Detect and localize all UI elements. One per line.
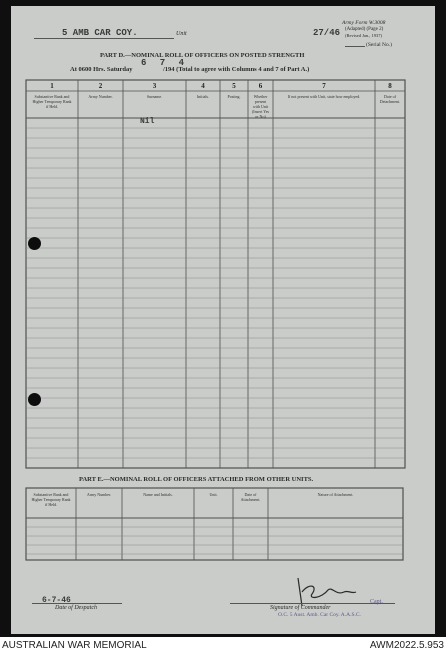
despatch-date-typed: 6-7-46 [42, 596, 71, 605]
part-d-date-prefix: At 0600 Hrs. Saturday [70, 66, 133, 73]
part-e-col-header: Army Number. [86, 492, 112, 497]
part-d-col-header: Whether present with Unit (Insert Yes or No) [251, 94, 270, 119]
part-d-col-header: Surname. [146, 94, 163, 99]
serial-typed: 27/46 [313, 28, 341, 38]
part-d-col-header: Substantive Rank and Higher Temporary Rank if Held. [32, 94, 72, 109]
part-e-col-header: Name and Initials. [143, 492, 173, 497]
part-e-col-header: Date of Attachment. [240, 492, 261, 502]
footer-institution: AUSTRALIAN WAR MEMORIAL [2, 640, 147, 651]
army-form-number: Army Form W.3008 [342, 20, 386, 26]
part-d-col-header: Date of Detachment. [379, 94, 401, 104]
signature-label: Signature of Commander [270, 605, 331, 611]
part-d-date-suffix: /194 (Total to agree with Columns 4 and 7 of Part A.) [163, 66, 310, 73]
part-d-col-header: If not present with Unit, state how employed. [287, 94, 361, 99]
despatch-line [32, 603, 122, 604]
part-d-col-number: 3 [152, 82, 157, 90]
form-adapted-note: (Adapted) (Page 2) [345, 27, 384, 32]
part-d-col-number: 5 [232, 82, 236, 90]
part-e-col-header: Unit. [209, 492, 218, 497]
footer-accession: AWM2022.5.953 [369, 640, 444, 651]
part-d-col-header: Army Number. [88, 94, 113, 99]
part-d-col-number: 6 [258, 82, 263, 90]
part-e-title: PART E.—NOMINAL ROLL OF OFFICERS ATTACHED FROM OTHER UNITS. [79, 476, 314, 483]
part-d-title: PART D.—NOMINAL ROLL OF OFFICERS ON POSTED STRENGTH [100, 52, 305, 59]
punch-hole-top [28, 237, 41, 250]
serial-label: (Serial No.) [366, 42, 392, 48]
form-revised-note: (Revised Jan., 1937) [345, 33, 382, 38]
part-d-date-typed: 6 7 4 [141, 58, 189, 68]
part-e-col-header: Nature of Attachment. [317, 492, 354, 497]
archive-footer [0, 637, 446, 653]
part-d-col-number: 1 [50, 82, 54, 90]
unit-label: Unit [176, 31, 187, 37]
part-e-col-header: Substantive Rank and Higher Temporary Rank if Held. [31, 492, 71, 507]
commander-stamp: O.C. 5 Aust. Amb. Car Coy. A.A.S.C. [278, 612, 361, 618]
part-d-entry-nil: Nil [140, 117, 155, 126]
commander-stamp-rank: Capt. [370, 599, 383, 605]
part-d-col-number: 4 [201, 82, 205, 90]
part-e-border [26, 488, 403, 560]
punch-hole-bottom [28, 393, 41, 406]
part-d-col-header: Initials. [196, 94, 210, 99]
part-d-col-number: 7 [322, 82, 326, 90]
unit-typed: 5 AMB CAR COY. [62, 28, 138, 38]
part-d-col-header: Posting. [227, 94, 241, 99]
despatch-label: Date of Despatch [55, 605, 97, 611]
part-d-col-number: 8 [388, 82, 392, 90]
part-d-col-number: 2 [98, 82, 103, 90]
